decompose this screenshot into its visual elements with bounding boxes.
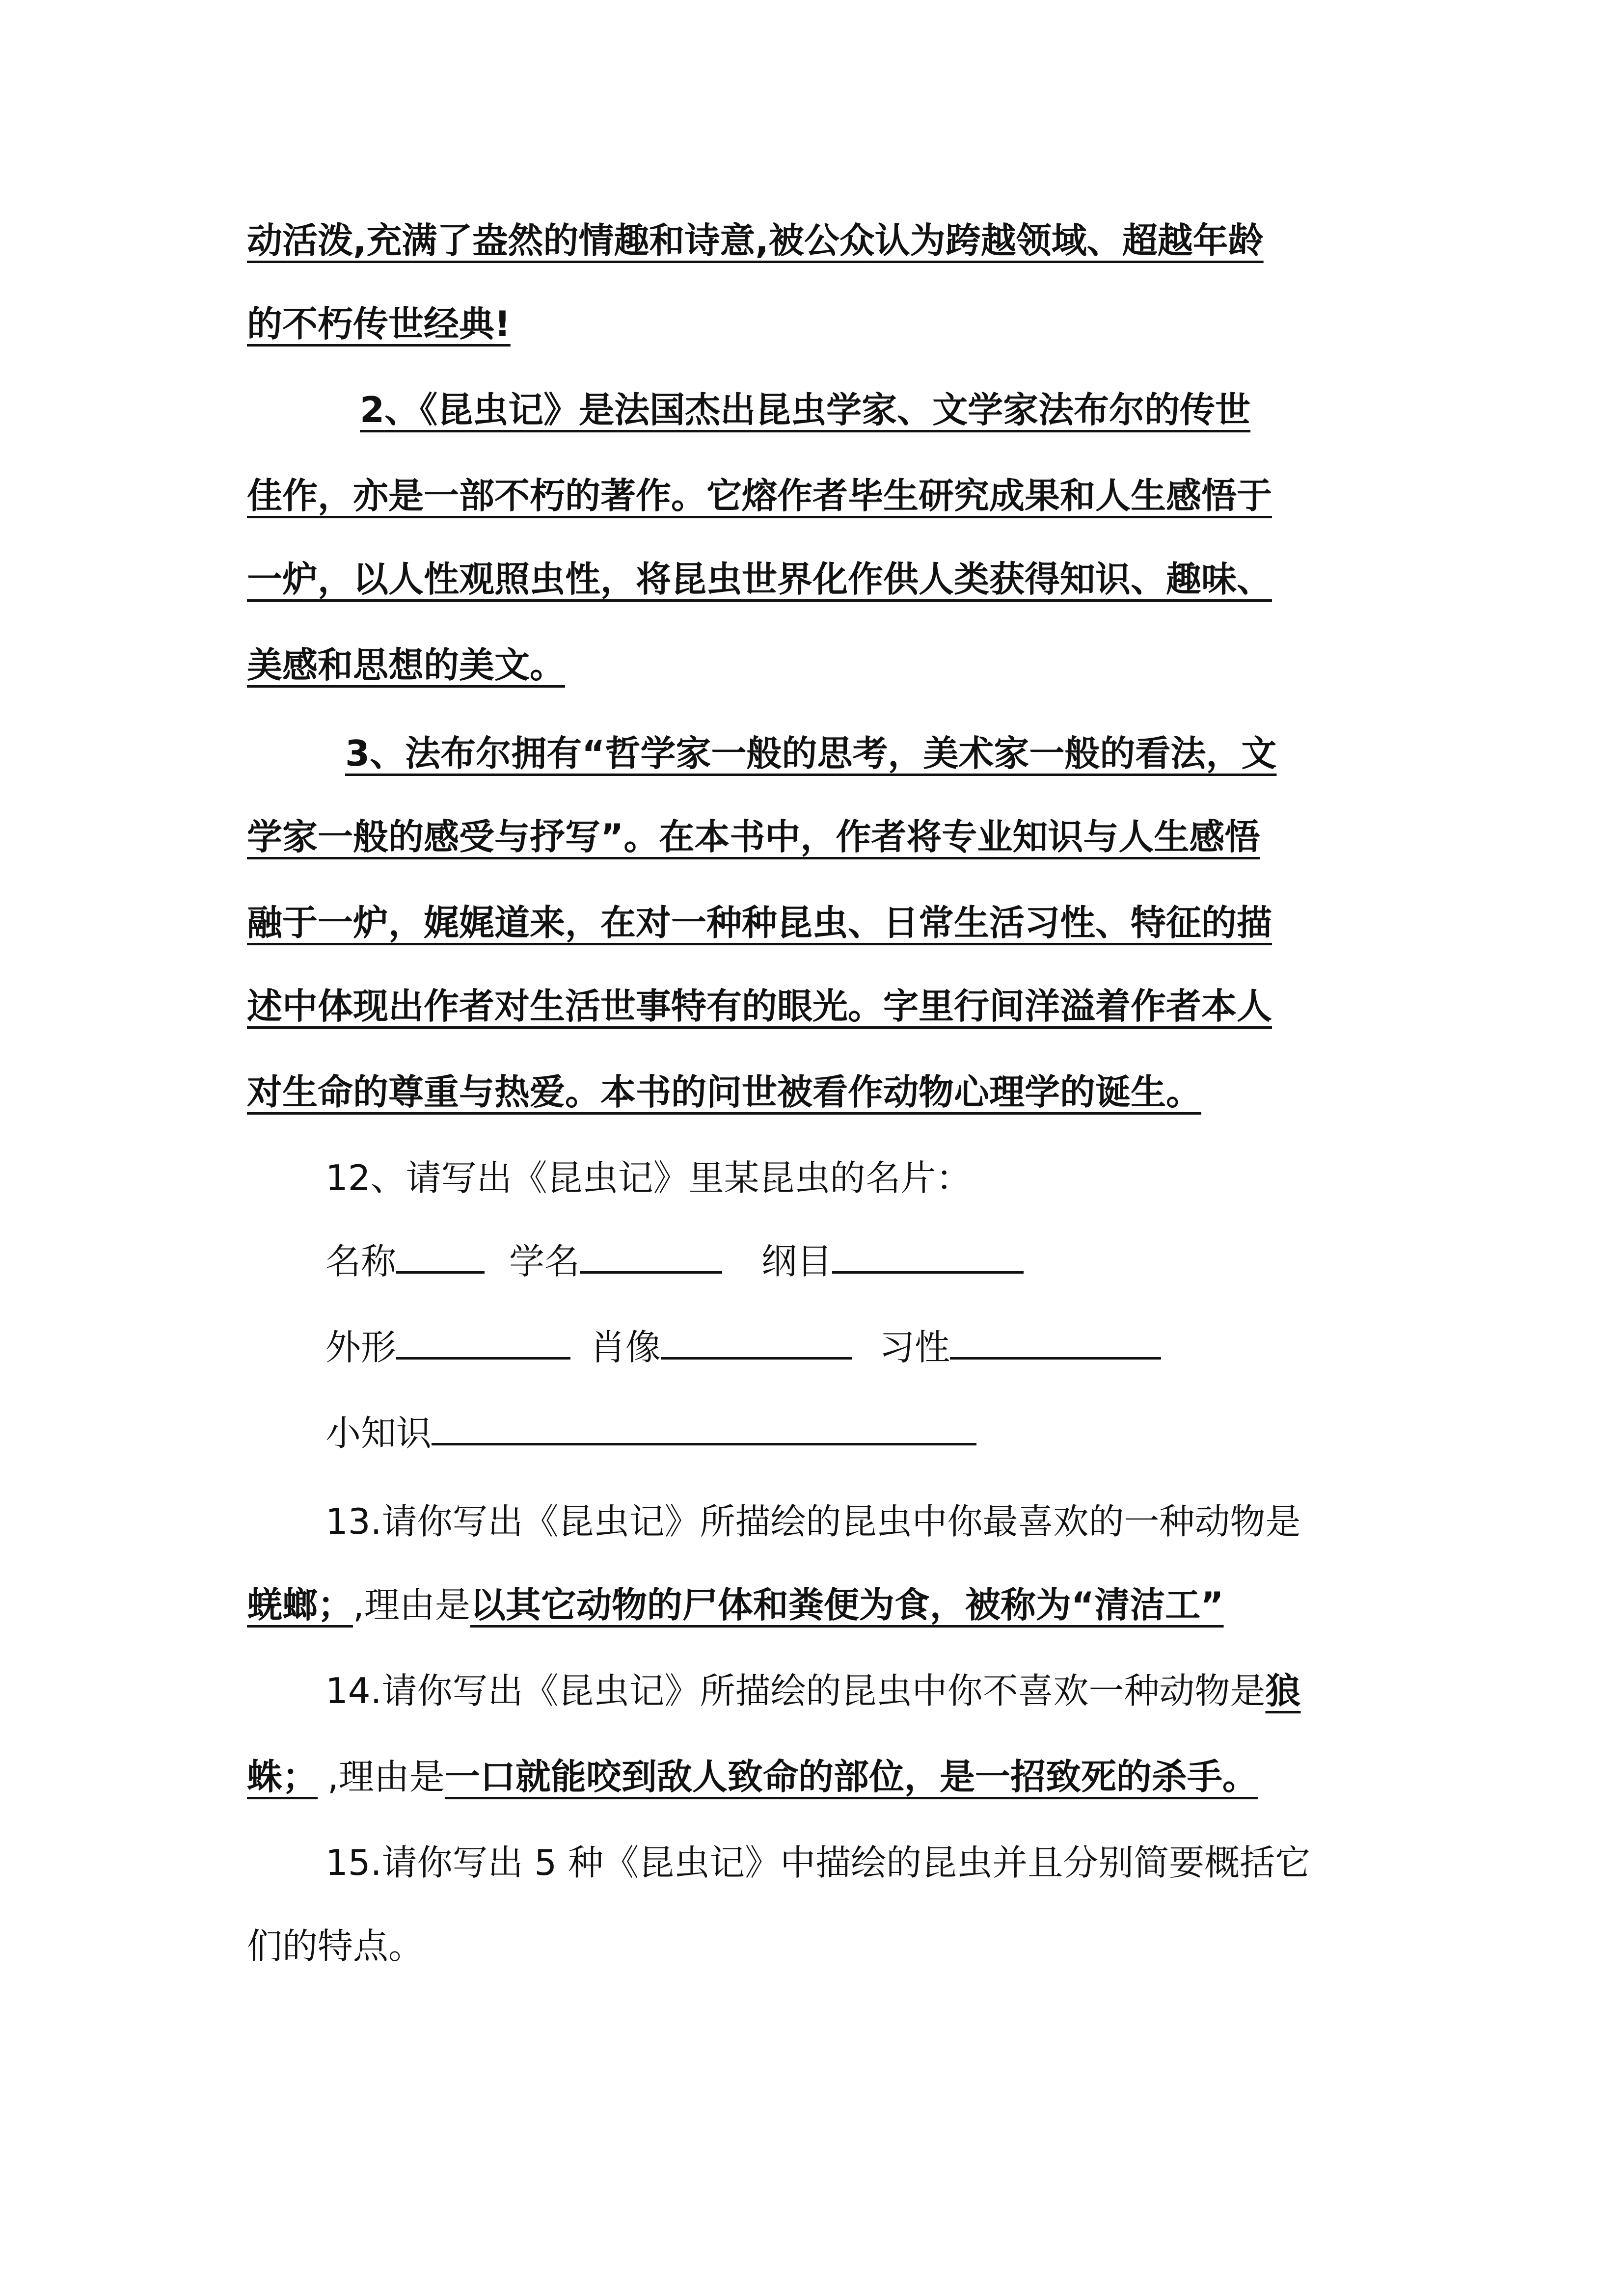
q14-reason-label: ,理由是 [327,1756,445,1797]
item2-number: 2 [360,389,385,430]
q12-portrait-label: 肖像 [590,1327,661,1368]
q13-line-2 [247,1580,1224,1629]
q13-reason-label: ,理由是 [353,1584,470,1626]
q12-sci-label: 学名 [509,1241,580,1282]
q12-order-label: 纲目 [761,1241,833,1282]
q12-row-3 [325,1409,976,1458]
item2-line-2: 佳作，亦是一部不朽的著作。它熔作者毕生研究成果和人生感悟于 [247,475,1272,516]
q14-line-1 [325,1666,1301,1715]
item3-line-1 [247,729,1276,778]
intro-line-2: 的不朽传世经典! [247,303,511,345]
q14-line-2 [247,1752,1258,1801]
item3-line-1-text: 、法布尔拥有“哲学家一般的思考，美术家一般的看法，文 [370,733,1277,774]
q15-line-2: 们的特点。 [247,1925,424,1967]
item3-line-3: 融于一炉，娓娓道来，在对一种种昆虫、日常生活习性、特征的描 [247,902,1272,943]
q12-habit-blank[interactable] [950,1323,1161,1360]
q13-answer: 蜣螂； [247,1584,353,1626]
item3-number: 3 [345,733,370,774]
item2-line-1 [247,385,1250,434]
q13-reason: 以其它动物的尸体和粪便为食，被称为“清洁工” [470,1584,1224,1626]
q12-name-blank[interactable] [396,1237,485,1274]
q13-line-1: 13.请你写出《昆虫记》所描绘的昆虫中你最喜欢的一种动物是 [325,1501,1301,1542]
q14-answer-part-1: 狼 [1265,1670,1301,1711]
q15-line-1: 15.请你写出 5 种《昆虫记》中描绘的昆虫并且分别简要概括它 [325,1842,1311,1883]
q12-habit-label: 习性 [879,1327,950,1368]
q12-shape-blank[interactable] [396,1323,570,1360]
q14-answer-part-2: 蛛； [247,1756,318,1797]
item3-line-5: 对生命的尊重与热爱。本书的问世被看作动物心理学的诞生。 [247,1071,1202,1113]
item3-line-4: 述中体现出作者对生活世事特有的眼光。字里行间洋溢着作者本人 [247,986,1272,1027]
q14-prompt: 14.请你写出《昆虫记》所描绘的昆虫中你不喜欢一种动物是 [325,1670,1266,1711]
q12-row-2 [325,1323,1161,1372]
q12-name-label: 名称 [325,1241,397,1282]
q12-order-blank[interactable] [832,1237,1024,1274]
item2-line-1-text: 、《昆虫记》是法国杰出昆虫学家、文学家法布尔的传世 [384,389,1251,430]
q12-sci-blank[interactable] [580,1237,722,1274]
q12-shape-label: 外形 [325,1327,397,1368]
item3-line-2: 学家一般的感受与抒写”。在本书中，作者将专业知识与人生感悟 [247,816,1260,857]
q12-tip-blank[interactable] [432,1409,976,1445]
q12-tip-label: 小知识 [325,1413,432,1454]
intro-line-1: 动活泼,充满了盎然的情趣和诗意,被公众认为跨越领域、超越年龄 [247,220,1264,261]
item2-line-4: 美感和思想的美文。 [247,644,566,686]
q12-portrait-blank[interactable] [661,1323,852,1360]
q14-reason: 一口就能咬到敌人致命的部位，是一招致死的杀手。 [444,1756,1258,1797]
q12-row-1 [325,1237,1024,1286]
item2-line-3: 一炉，以人性观照虫性，将昆虫世界化作供人类获得知识、趣味、 [247,559,1272,600]
q12-prompt: 12、请写出《昆虫记》里某昆虫的名片： [325,1157,972,1199]
